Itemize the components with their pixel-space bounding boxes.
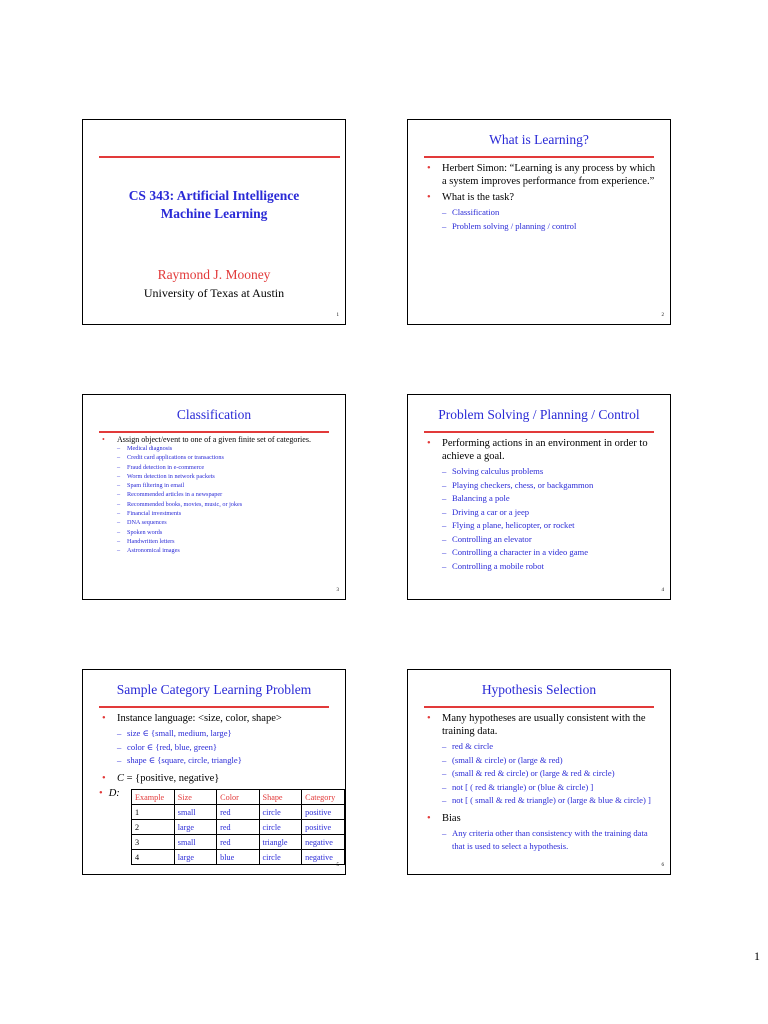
sub-item: – (small & red & circle) or (large & red & circle) [442, 767, 660, 781]
slide-number: 3 [336, 588, 339, 593]
sub-item: – Financial investments [117, 509, 335, 518]
table-cell: positive [302, 805, 345, 820]
table-row [132, 820, 345, 835]
header-cell: Example [132, 790, 175, 805]
title-rule [424, 431, 654, 433]
sub-list [442, 740, 660, 808]
sub-list [117, 727, 335, 768]
sub-item: – color ∈ {red, blue, green} [117, 741, 335, 755]
table-cell: 1 [132, 805, 175, 820]
sub-item: – Handwritten letters [117, 537, 335, 546]
bullet-list [99, 712, 335, 788]
slide-2 [407, 119, 671, 325]
sub-item: – Controlling an elevator [442, 533, 660, 547]
table-cell: small [174, 835, 216, 850]
table-cell: small [174, 805, 216, 820]
bullet-item: • Many hypotheses are usually consistent with the training data. – red & circle – (small & circle) or (large & red) – (small & red & circle) or (large & red & circle) – not [ ( red & triangle) or (blue & circle) ] – not [ ( small & red & triangle) or (large & blue & circle) ] [424, 712, 660, 808]
sub-list [442, 827, 660, 854]
sub-item: – not [ ( small & red & triangle) or (large & blue & circle) ] [442, 794, 660, 808]
sub-item: – red & circle [442, 740, 660, 754]
table-cell: positive [302, 820, 345, 835]
slide-1 [82, 119, 346, 325]
table-cell: blue [217, 850, 259, 865]
slide-6 [407, 669, 671, 875]
slide-number: 6 [661, 863, 664, 868]
slide-title: Sample Category Learning Problem [116, 682, 312, 697]
table-cell: red [217, 835, 259, 850]
slide-title: Hypothesis Selection [481, 682, 597, 697]
sub-item: – Balancing a pole [442, 492, 660, 506]
sub-item: – Controlling a mobile robot [442, 560, 660, 574]
data-label: • D: [99, 788, 120, 799]
bullet-list [99, 435, 335, 560]
sub-item: – Recommended articles in a newspaper [117, 490, 335, 499]
bullet-item: • Assign object/event to one of a given finite set of categories. – Medical diagnosis – Credit card applications or transactions – Fraud detection in e-commerce – Worm detection in network packets – Spam filtering in email – Recommended articles in a newspaper – Recommended books, movies, music, or jokes – Financial investments – DNA sequences – Spoken words – Handwritten letters – Astronomical images [99, 435, 335, 556]
sub-item: – Problem solving / planning / control [442, 220, 660, 234]
sub-item: – shape ∈ {square, circle, triangle} [117, 754, 335, 768]
header-cell: Color [217, 790, 259, 805]
table-cell: large [174, 850, 216, 865]
author-name: Raymond J. Mooney [157, 267, 271, 282]
table-cell: 2 [132, 820, 175, 835]
slide-title: Classification [176, 407, 252, 422]
table-cell: circle [259, 850, 302, 865]
table-row [132, 850, 345, 865]
table-row [132, 835, 345, 850]
bullet-item: • What is the task? – Classification – Problem solving / planning / control [424, 191, 660, 233]
title-rule [424, 156, 654, 158]
sub-list [117, 444, 335, 556]
bullet-item: • Instance language: <size, color, shape> – size ∈ {small, medium, large} – color ∈ {red, blue, green} – shape ∈ {square, circle, triangle} [99, 712, 335, 768]
bullet-list [424, 162, 660, 237]
bullet-item: • C = {positive, negative} [99, 772, 335, 785]
sub-item: – Classification [442, 206, 660, 220]
sub-item: – Fraud detection in e-commerce [117, 463, 335, 472]
table-cell: 3 [132, 835, 175, 850]
page-number: 1 [754, 949, 760, 963]
table-cell: negative [302, 850, 345, 865]
sub-item: – (small & circle) or (large & red) [442, 754, 660, 768]
table-cell: triangle [259, 835, 302, 850]
sub-item: – DNA sequences [117, 518, 335, 527]
bullet-list [424, 712, 660, 858]
sub-list [442, 206, 660, 233]
sub-item: – size ∈ {small, medium, large} [117, 727, 335, 741]
sub-item: – Playing checkers, chess, or backgammon [442, 479, 660, 493]
slide-number: 4 [661, 588, 664, 593]
slide-number: 1 [336, 313, 339, 318]
sub-item: – Controlling a character in a video game [442, 546, 660, 560]
sub-item: – Astronomical images [117, 546, 335, 555]
sub-item: – Any criteria other than consistency with the training data that is used to select a hypothesis. [442, 827, 660, 854]
slide-number: 2 [661, 313, 664, 318]
sub-item: – Medical diagnosis [117, 444, 335, 453]
title-rule [99, 706, 329, 708]
course-subtitle: Machine Learning [160, 206, 268, 221]
affiliation: University of Texas at Austin [143, 286, 285, 300]
sub-item: – Driving a car or a jeep [442, 506, 660, 520]
table-cell: 4 [132, 850, 175, 865]
slide-5 [82, 669, 346, 875]
table-cell: large [174, 820, 216, 835]
header-cell: Size [174, 790, 216, 805]
title-rule [99, 156, 340, 158]
table-row [132, 805, 345, 820]
bullet-item: • Bias – Any criteria other than consistency with the training data that is used to select a hypothesis. [424, 812, 660, 854]
title-rule [424, 706, 654, 708]
slide-number: 5 [336, 863, 339, 868]
header-cell: Category [302, 790, 345, 805]
sub-item: – Credit card applications or transactions [117, 453, 335, 462]
sub-list [442, 465, 660, 573]
table-cell: negative [302, 835, 345, 850]
sub-item: – Solving calculus problems [442, 465, 660, 479]
sub-item: – Flying a plane, helicopter, or rocket [442, 519, 660, 533]
sub-item: – Spoken words [117, 528, 335, 537]
bullet-list [424, 437, 660, 577]
slide-4 [407, 394, 671, 600]
table-cell: circle [259, 820, 302, 835]
slide-3 [82, 394, 346, 600]
table-cell: red [217, 805, 259, 820]
course-title: CS 343: Artificial Intelligence [128, 188, 300, 203]
table-cell: red [217, 820, 259, 835]
title-rule [99, 431, 329, 433]
slide-title: What is Learning? [489, 132, 589, 147]
slide-title: Problem Solving / Planning / Control [438, 407, 640, 422]
sub-item: – Worm detection in network packets [117, 472, 335, 481]
table-header-row [132, 790, 345, 805]
sub-item: – not [ ( red & triangle) or (blue & circle) ] [442, 781, 660, 795]
table-cell: circle [259, 805, 302, 820]
examples-table [131, 789, 345, 865]
sub-item: – Recommended books, movies, music, or jokes [117, 500, 335, 509]
bullet-item: • Herbert Simon: “Learning is any process by which a system improves performance from experience.” [424, 162, 660, 188]
sub-item: – Spam filtering in email [117, 481, 335, 490]
bullet-item: • Performing actions in an environment in order to achieve a goal. – Solving calculus problems – Playing checkers, chess, or backgammon – Balancing a pole – Driving a car or a jeep – Flying a plane, helicopter, or rocket – Controlling an elevator – Controlling a character in a video game – Controlling a mobile robot [424, 437, 660, 573]
header-cell: Shape [259, 790, 302, 805]
